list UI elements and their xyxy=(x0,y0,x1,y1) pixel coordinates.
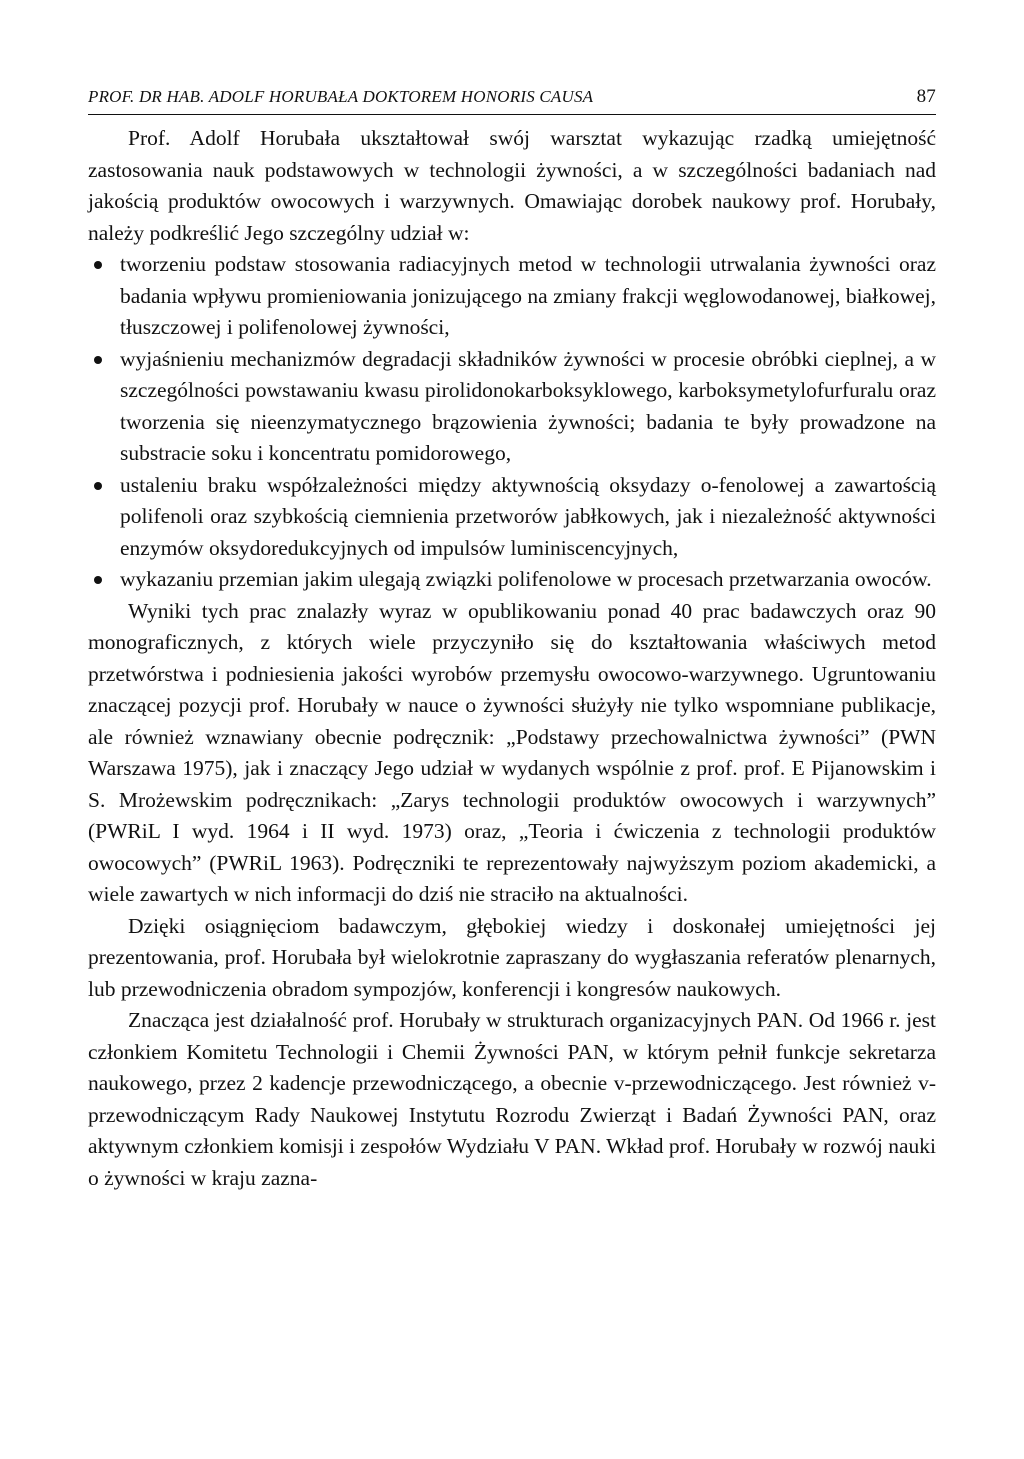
running-header xyxy=(88,86,936,115)
list-item-text: ustaleniu braku współzależności między aktywnością oksydazy o-fenolowej a zawartością polifenoli oraz szybkością ciemnienia przetworów jabłkowych, jak i niezależność aktywności enzymów oksydoredukcyjnych od impulsów luminiscencyjnych, xyxy=(120,472,936,560)
list-item xyxy=(88,249,936,344)
bullet-icon xyxy=(94,482,102,490)
paragraph-pan-activity: Znacząca jest działalność prof. Horubały w strukturach organizacyjnych PAN. Od 1966 r. jest członkiem Komitetu Technologii i Chemii Żywności PAN, w którym pełnił funkcje sekretarza naukowego, przez 2 kadencje przewodniczącego, a obecnie v-przewodniczącego. Jest również v-przewodniczącym Rady Naukowej Instytutu Rozrodu Zwierząt i Badań Żywności PAN, oraz aktywnym członkiem komisji i zespołów Wydziału V PAN. Wkład prof. Horubały w rozwój nauki o żywności w kraju zazna- xyxy=(88,1008,936,1190)
running-title: PROF. DR HAB. ADOLF HORUBAŁA DOKTOREM HONORIS CAUSA xyxy=(88,87,594,106)
bullet-icon xyxy=(94,576,102,584)
paragraph-publications: Wyniki tych prac znalazły wyraz w opublikowaniu ponad 40 prac badawczych oraz 90 monograficznych, z których wiele przyczyniło się do kształtowania właściwych metod przetwórstwa i podniesienia jakości wyrobów przemysłu owocowo-warzywnego. Ugruntowaniu znaczącej pozycji prof. Horubały w nauce o żywności służyły nie tylko wspomniane publikacje, ale również wznawiany obecnie podręcznik: „Podstawy przechowalnictwa żywności” (PWN Warszawa 1975), jak i znaczący Jego udział w wydanych wspólnie z prof. prof. E Pijanowskim i S. Mrożewskim podręcznikach: „Zarys technologii produktów owocowych i warzywnych” (PWRiL I wyd. 1964 i II wyd. 1973) oraz, „Teoria i ćwiczenia z technologii produktów owocowych” (PWRiL 1963). Podręczniki te reprezentowały najwyższym poziom akademicki, a wiele zawartych w nich informacji do dziś nie straciło na aktualności. xyxy=(88,598,936,906)
list-item-text: wykazaniu przemian jakim ulegają związki polifenolowe w procesach przetwarzania owoców. xyxy=(120,567,932,591)
list-item xyxy=(88,344,936,470)
list-item xyxy=(88,564,936,596)
body-text xyxy=(88,123,936,1194)
list-item xyxy=(88,470,936,565)
list-item-text: wyjaśnieniu mechanizmów degradacji składników żywności w procesie obróbki cieplnej, a w szczególności powstawaniu kwasu pirolidonokarboksyklowego, karboksymetylofurfuralu oraz tworzenia się nieenzymatycznego brązowienia żywności; badania te były prowadzone na substracie soku i koncentratu pomidorowego, xyxy=(120,346,936,465)
contributions-list xyxy=(88,249,936,596)
document-page xyxy=(88,86,936,1194)
bullet-icon xyxy=(94,356,102,364)
list-item-text: tworzeniu podstaw stosowania radiacyjnych metod w technologii utrwalania żywności oraz badania wpływu promieniowania jonizującego na zmiany frakcji węglowodanowej, białkowej, tłuszczowej i polifenolowej żywności, xyxy=(120,252,936,339)
page-number: 87 xyxy=(916,86,936,107)
paragraph-intro: Prof. Adolf Horubała ukształtował swój warsztat wykazując rzadką umiejętność zastosowania nauk podstawowych w technologii żywności, a w szczególności badaniach nad jakością produktów owocowych i warzywnych. Omawiając dorobek naukowy prof. Horubały, należy podkreślić Jego szczególny udział w: xyxy=(88,126,936,245)
paragraph-lectures: Dzięki osiągnięciom badawczym, głębokiej wiedzy i doskonałej umiejętności jej prezentowania, prof. Horubała był wielokrotnie zapraszany do wygłaszania referatów plenarnych, lub przewodniczenia obradom sympozjów, konferencji i kongresów naukowych. xyxy=(88,913,936,1001)
bullet-icon xyxy=(94,261,102,269)
